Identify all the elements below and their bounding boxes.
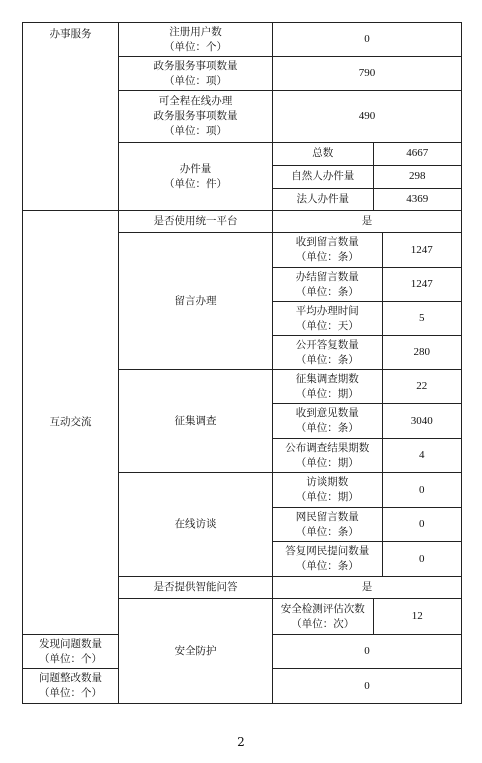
value-msg-avg-time: 5 <box>382 302 461 336</box>
label-interview: 在线访谈 <box>119 473 273 577</box>
label-issues-fixed: 问题整改数量 （单位：个） <box>23 669 119 704</box>
value-interview-periods: 0 <box>382 473 461 508</box>
label-msg-received: 收到留言数量 （单位：条） <box>273 233 383 268</box>
label-assessments: 安全检测评估次数 （单位：次） <box>273 599 374 635</box>
value-survey-results: 4 <box>382 439 461 473</box>
label-handled-legal: 法人办件量 <box>273 188 373 210</box>
value-issues-found: 0 <box>273 635 462 669</box>
handled-subtable <box>273 143 461 210</box>
label-smart-qa: 是否提供智能问答 <box>119 577 273 599</box>
value-msg-public-replies: 280 <box>382 336 461 370</box>
label-unified-platform: 是否使用统一平台 <box>119 211 273 233</box>
label-issues-found: 发现问题数量 （单位：个） <box>23 635 119 669</box>
label-interview-answers: 答复网民提问数量 （单位：条） <box>273 542 383 577</box>
label-online-items: 可全程在线办理 政务服务事项数量 （单位：项） <box>119 91 273 143</box>
value-interview-answers: 0 <box>382 542 461 577</box>
label-handled-natural: 自然人办件量 <box>273 165 373 188</box>
label-interview-periods: 访谈期数 （单位：期） <box>273 473 383 508</box>
value-issues-fixed: 0 <box>273 669 462 704</box>
label-survey-periods: 征集调查期数 （单位：期） <box>273 370 383 404</box>
section-office: 办事服务 <box>23 23 119 211</box>
handled-breakdown <box>273 143 462 211</box>
label-registered-users: 注册用户数 （单位：个） <box>119 23 273 57</box>
value-unified-platform: 是 <box>273 211 462 233</box>
value-service-items: 790 <box>273 57 462 91</box>
value-handled-legal: 4369 <box>373 188 461 210</box>
value-handled-natural: 298 <box>373 165 461 188</box>
label-survey: 征集调查 <box>119 370 273 473</box>
statistics-table-wrapper <box>22 22 462 704</box>
label-handled-total: 总数 <box>273 143 373 165</box>
value-handled-total: 4667 <box>373 143 461 165</box>
statistics-table <box>22 22 462 704</box>
value-registered-users: 0 <box>273 23 462 57</box>
label-messages: 留言办理 <box>119 233 273 370</box>
value-survey-opinions: 3040 <box>382 404 461 439</box>
label-service-items: 政务服务事项数量 （单位：项） <box>119 57 273 91</box>
value-msg-received: 1247 <box>382 233 461 268</box>
value-assessments: 12 <box>373 599 461 635</box>
table-row <box>23 23 462 57</box>
value-online-items: 490 <box>273 91 462 143</box>
value-msg-finished: 1247 <box>382 268 461 302</box>
section-interact: 互动交流 <box>23 211 119 635</box>
value-smart-qa: 是 <box>273 577 462 599</box>
table-row <box>23 211 462 233</box>
label-survey-results: 公布调查结果期数 （单位：期） <box>273 439 383 473</box>
label-handled: 办件量 （单位：件） <box>119 143 273 211</box>
page-number: 2 <box>237 735 245 749</box>
section-security: 安全防护 <box>119 599 273 704</box>
label-msg-avg-time: 平均办理时间 （单位：天） <box>273 302 383 336</box>
label-msg-public-replies: 公开答复数量 （单位：条） <box>273 336 383 370</box>
value-interview-netizen-msgs: 0 <box>382 508 461 542</box>
label-interview-netizen-msgs: 网民留言数量 （单位：条） <box>273 508 383 542</box>
label-msg-finished: 办结留言数量 （单位：条） <box>273 268 383 302</box>
value-survey-periods: 22 <box>382 370 461 404</box>
label-survey-opinions: 收到意见数量 （单位：条） <box>273 404 383 439</box>
